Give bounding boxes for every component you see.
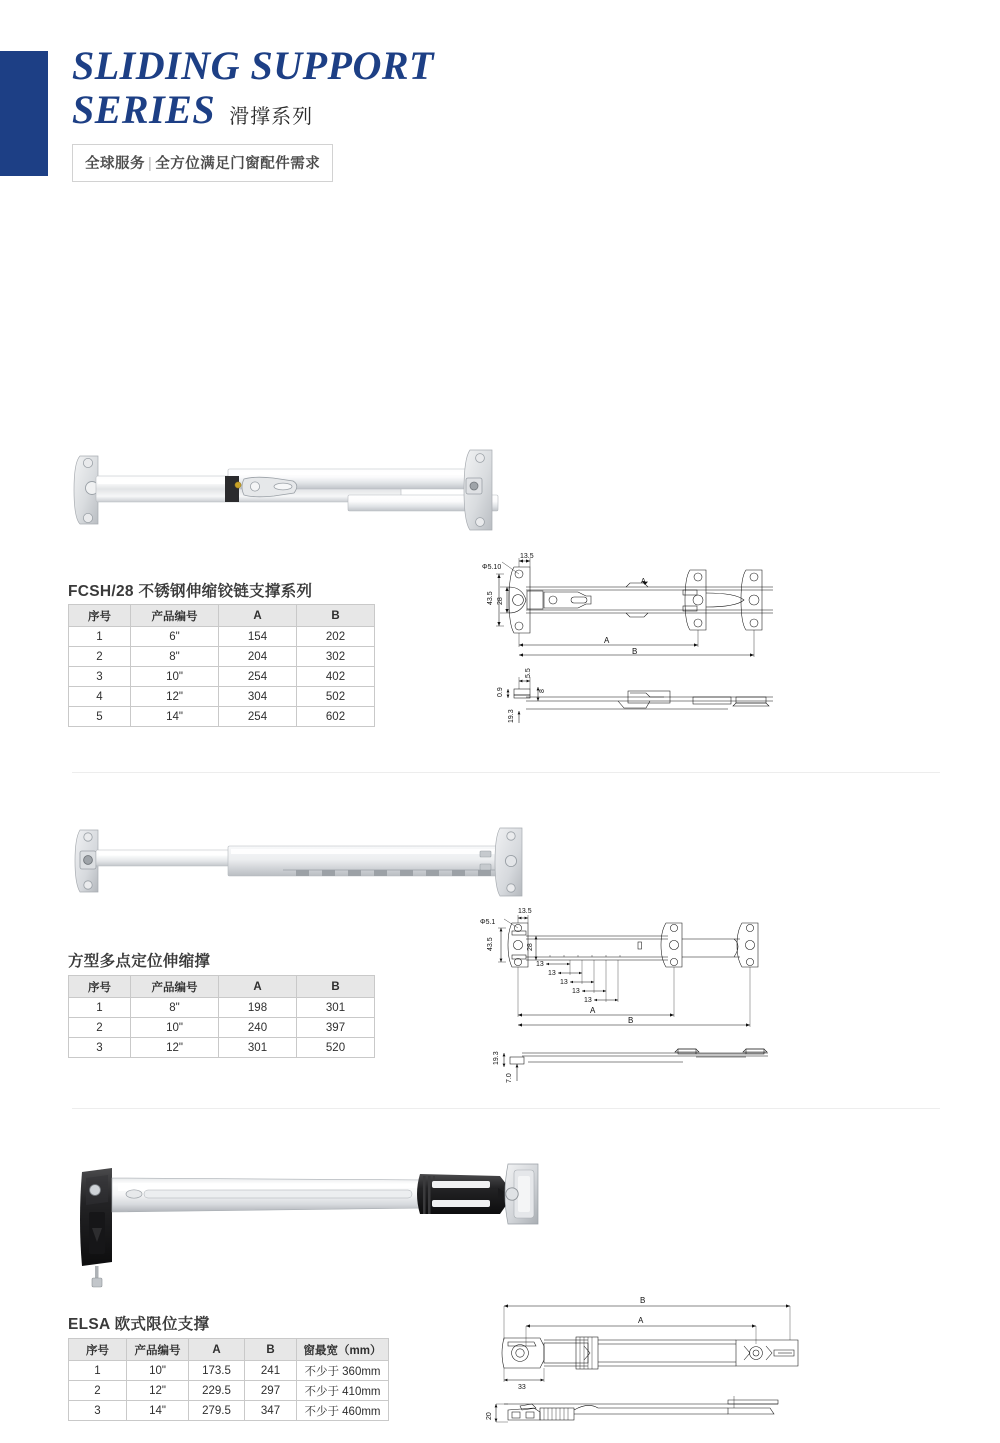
table-row — [69, 1361, 389, 1381]
dim-7-0: 7.0 — [506, 1073, 513, 1083]
header-accent-bar — [0, 51, 48, 176]
cell-a: 254 — [219, 667, 297, 687]
cell-seq: 2 — [69, 1018, 131, 1038]
cell-b: 402 — [297, 667, 375, 687]
cell-max-width: 不少于 410mm — [297, 1381, 389, 1401]
table-row — [69, 998, 375, 1018]
cell-b: 520 — [297, 1038, 375, 1058]
cell-model: 14" — [127, 1401, 189, 1421]
tagline-right: 全方位满足门窗配件需求 — [155, 156, 321, 172]
dim-13-5: 13.5 — [520, 553, 534, 560]
spec-table-elsa — [68, 1338, 389, 1421]
cell-b: 297 — [245, 1381, 297, 1401]
title-line-2 — [72, 88, 434, 132]
cell-max-width: 不少于 460mm — [297, 1401, 389, 1421]
table-header-row — [69, 605, 375, 627]
dim-b-top: B — [640, 1296, 646, 1305]
dim-a-marker: A — [641, 578, 646, 585]
col-b: B — [245, 1339, 297, 1361]
product-heading-fcsh28: FCSH/28 不锈钢伸缩铰链支撑系列 — [68, 583, 313, 600]
cell-b: 347 — [245, 1401, 297, 1421]
col-max-width: 窗最宽（mm） — [297, 1339, 389, 1361]
col-model: 产品编号 — [127, 1339, 189, 1361]
col-seq: 序号 — [69, 1339, 127, 1361]
table-row — [69, 687, 375, 707]
col-b: B — [297, 976, 375, 998]
dim-19-3: 19.3 — [493, 1051, 500, 1065]
table-row — [69, 647, 375, 667]
table-row — [69, 1401, 389, 1421]
spec-table-fcsh28 — [68, 604, 375, 727]
page-title-en-line2: SERIES — [72, 87, 216, 132]
cell-a: 229.5 — [189, 1381, 245, 1401]
tagline-left: 全球服务 — [85, 156, 145, 172]
dim-a-top: A — [604, 636, 610, 645]
table-row — [69, 1018, 375, 1038]
cell-seq: 4 — [69, 687, 131, 707]
cell-model: 14" — [131, 707, 219, 727]
title-line-1 — [72, 44, 434, 88]
col-seq: 序号 — [69, 605, 131, 627]
dim-a-top: A — [590, 1006, 596, 1015]
dim-28: 28 — [497, 597, 504, 605]
page-title-en-line1: SLIDING SUPPORT — [72, 43, 434, 88]
dim-13-4: 13 — [572, 988, 580, 995]
cell-model: 6" — [131, 627, 219, 647]
cell-seq: 1 — [69, 998, 131, 1018]
col-model: 产品编号 — [131, 976, 219, 998]
cell-a: 173.5 — [189, 1361, 245, 1381]
dim-33: 33 — [518, 1384, 526, 1391]
square-multipoint-technical-drawing — [478, 905, 798, 1090]
cell-model: 10" — [127, 1361, 189, 1381]
table-row — [69, 1381, 389, 1401]
cell-b: 301 — [297, 998, 375, 1018]
cell-b: 397 — [297, 1018, 375, 1038]
cell-a: 198 — [219, 998, 297, 1018]
cell-a: 154 — [219, 627, 297, 647]
table-row — [69, 1038, 375, 1058]
dim-20: 20 — [486, 1412, 493, 1420]
dim-13-5b: 13 — [584, 997, 592, 1004]
dim-13-1: 13 — [536, 961, 544, 968]
elsa-technical-drawing — [478, 1288, 808, 1438]
cell-a: 204 — [219, 647, 297, 667]
cell-model: 12" — [127, 1381, 189, 1401]
spec-table-square-multipoint — [68, 975, 375, 1058]
cell-seq: 3 — [69, 1038, 131, 1058]
cell-model: 8" — [131, 998, 219, 1018]
cell-model: 8" — [131, 647, 219, 667]
dim-a-top: A — [638, 1316, 644, 1325]
stainless-steel-telescopic-hinge-support-photo — [68, 438, 523, 543]
cell-seq: 1 — [69, 627, 131, 647]
dim-phi-5-10: Φ5.10 — [482, 564, 502, 571]
dim-phi-5-1: Φ5.1 — [480, 919, 496, 926]
header-text-block — [72, 44, 434, 182]
table-row — [69, 627, 375, 647]
cell-b: 602 — [297, 707, 375, 727]
cell-model: 12" — [131, 687, 219, 707]
dim-19-3: 19.3 — [508, 709, 515, 723]
dim-43-5: 43.5 — [487, 937, 494, 951]
col-a: A — [219, 976, 297, 998]
cell-seq: 3 — [69, 667, 131, 687]
dim-0-9: 0.9 — [497, 687, 504, 697]
dim-b-top: B — [632, 647, 638, 656]
cell-seq: 5 — [69, 707, 131, 727]
elsa-european-limit-support-photo — [68, 1150, 548, 1290]
cell-a: 304 — [219, 687, 297, 707]
cell-seq: 1 — [69, 1361, 127, 1381]
cell-a: 279.5 — [189, 1401, 245, 1421]
dim-b-top: B — [628, 1016, 634, 1025]
dim-13-2: 13 — [548, 970, 556, 977]
square-multipoint-telescopic-support-photo — [68, 818, 548, 906]
dim-13-3: 13 — [560, 979, 568, 986]
dim-8: 8 — [539, 689, 546, 693]
cell-b: 241 — [245, 1361, 297, 1381]
product-heading-elsa: ELSA 欧式限位支撑 — [68, 1316, 210, 1333]
cell-a: 301 — [219, 1038, 297, 1058]
cell-model: 10" — [131, 667, 219, 687]
cell-a: 240 — [219, 1018, 297, 1038]
cell-b: 302 — [297, 647, 375, 667]
col-b: B — [297, 605, 375, 627]
dim-5-5: 5.5 — [525, 668, 532, 678]
product-heading-square-multipoint: 方型多点定位伸缩撑 — [68, 953, 211, 970]
section-divider-2 — [72, 1108, 940, 1109]
cell-seq: 2 — [69, 1381, 127, 1401]
cell-seq: 3 — [69, 1401, 127, 1421]
cell-a: 254 — [219, 707, 297, 727]
section-divider-1 — [72, 772, 940, 773]
table-header-row — [69, 1339, 389, 1361]
cell-max-width: 不少于 360mm — [297, 1361, 389, 1381]
page-header — [0, 0, 1000, 200]
cell-model: 10" — [131, 1018, 219, 1038]
col-seq: 序号 — [69, 976, 131, 998]
fcsh-28-technical-drawing — [478, 545, 798, 725]
cell-b: 202 — [297, 627, 375, 647]
tagline-separator: | — [148, 156, 153, 172]
cell-seq: 2 — [69, 647, 131, 667]
table-header-row — [69, 976, 375, 998]
cell-model: 12" — [131, 1038, 219, 1058]
cell-b: 502 — [297, 687, 375, 707]
table-row — [69, 707, 375, 727]
col-a: A — [189, 1339, 245, 1361]
dim-13-5: 13.5 — [518, 908, 532, 915]
page-title-cn: 滑撑系列 — [229, 106, 314, 128]
col-a: A — [219, 605, 297, 627]
header-tagline — [72, 144, 333, 182]
table-row — [69, 667, 375, 687]
col-model: 产品编号 — [131, 605, 219, 627]
dim-43-5: 43.5 — [487, 591, 494, 605]
dim-28: 28 — [527, 943, 534, 951]
